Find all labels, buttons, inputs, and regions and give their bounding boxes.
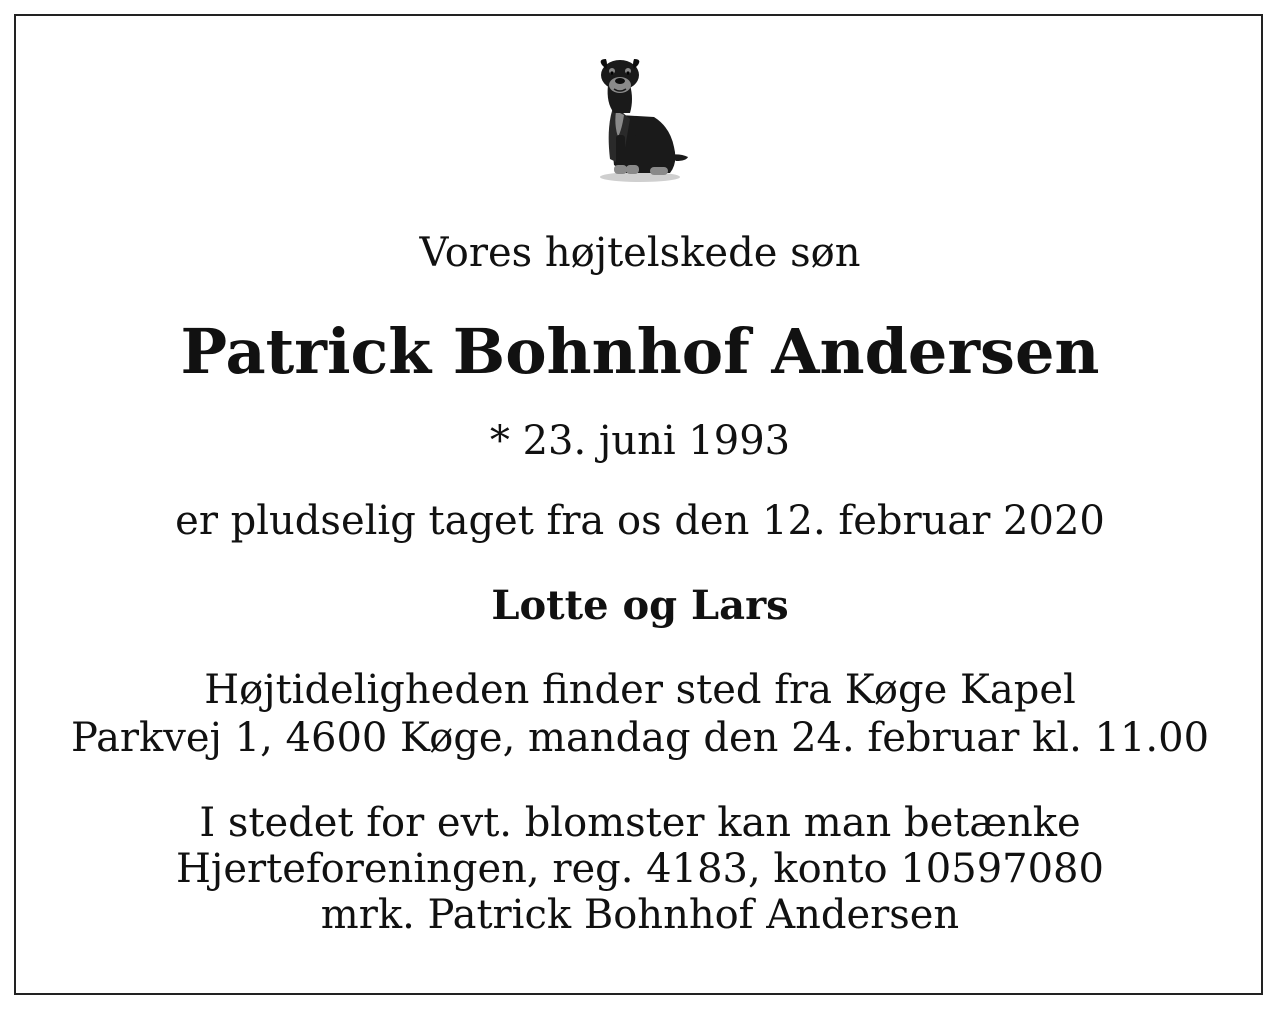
ceremony-info [0, 666, 1280, 762]
donation-line-2: Hjerteforeningen, reg. 4183, konto 10597080 [176, 846, 1104, 892]
ceremony-line-1: Højtideligheden finder sted fra Køge Kapel [204, 667, 1076, 713]
intro-text: Vores højtelskede søn [419, 230, 861, 276]
death-date: er pludselig taget fra os den 12. februar 2020 [175, 498, 1105, 544]
donation-line-1: I stedet for evt. blomster kan man betænke [199, 800, 1081, 846]
signers: Lotte og Lars [491, 582, 789, 629]
birth-date: * 23. juni 1993 [489, 418, 791, 464]
rottweiler-dog-icon [580, 55, 700, 185]
deceased-name: Patrick Bohnhof Andersen [180, 315, 1100, 388]
donation-info [0, 800, 1280, 938]
ceremony-line-2: Parkvej 1, 4600 Køge, mandag den 24. februar kl. 11.00 [70, 715, 1210, 761]
donation-line-3: mrk. Patrick Bohnhof Andersen [320, 892, 960, 938]
